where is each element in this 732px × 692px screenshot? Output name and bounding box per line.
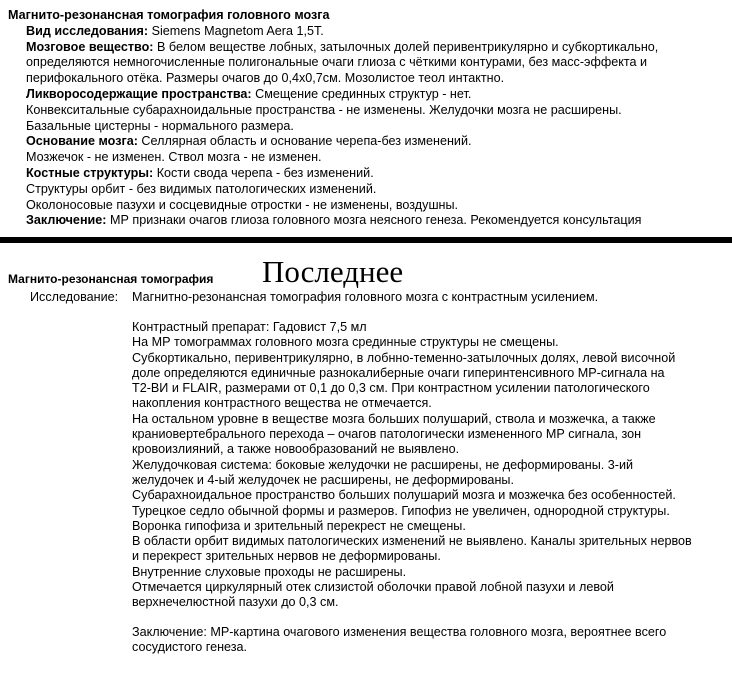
section-text: Базальные цистерны - нормального размера. [26,118,294,133]
last-report-stamp: Последнее [262,254,404,289]
section-text: В белом веществе лобных, затылочных долей перивентрикулярно и субкортикально, [153,39,659,54]
exam-value: Магнитно-резонансная томография головного мозга с контрастным усилением. [132,290,599,304]
report-2-line: верхнечелюстной пазухи до 0,3 см. [132,595,339,610]
report-2-line: Субарахноидальное пространство больших полушарий мозга и мозжечка без особенностей. [132,488,676,503]
section-text: Мозжечок - не изменен. Ствол мозга - не изменен. [26,150,322,165]
section-text: Селлярная область и основание черепа-без изменений. [137,134,472,149]
report-2-line: сосудистого генеза. [132,639,248,654]
report-2-line: Контрастный препарат: Гадовист 7,5 мл [132,320,367,334]
section-text: Структуры орбит - без видимых патологических изменений. [26,181,377,196]
section-text: Кости свода черепа - без изменений. [153,165,374,180]
report-2-line: Внутренние слуховые проходы не расширены. [132,564,407,579]
report-1-line [8,213,728,229]
report-1-line [8,134,728,150]
section-text: определяются немногочисленные полигональные очаги глиоза с чёткими контурами, без масс-эффекта и [26,55,648,70]
section-text: Смещение срединных структур - нет. [251,86,472,101]
report-2-line: На МР томограммах головного мозга срединные структуры не смещены. [132,335,559,350]
section-text: Siemens Magnetom Aera 1,5Т. [148,23,324,38]
report-2-line: Отмечается циркулярный отек слизистой оболочки правой лобной пазухи и левой [132,580,614,595]
report-2-line: Воронка гипофиза и зрительный перекрест не смещены. [132,518,466,533]
section-label: Ликворосодержащие пространства: [26,86,252,101]
report-2-line: кровоизлияний, а также новообразований не выявлено. [132,442,460,457]
report-1-title: Магнито-резонансная томография головного мозга [8,8,330,22]
report-2-line: Желудочковая система: боковые желудочки не расширены, не деформированы. 3-ий [132,457,634,472]
exam-label: Исследование: [30,290,119,304]
report-2-line: В области орбит видимых патологических изменений не выявлено. Каналы зрительных нервов [132,534,692,549]
report-2-body [132,320,727,655]
report-1-line [8,182,728,198]
section-text: Конвекситальные субарахноидальные пространства - не изменены. Желудочки мозга не расширены. [26,102,622,117]
report-1-line [8,166,728,182]
report-2-title: Магнито-резонансная томография [8,272,214,286]
section-label: Мозговое вещество: [26,39,154,54]
report-1-body [8,24,728,229]
report-2-line: краниовертебрального перехода – очагов патологически измененного МР сигнала, зон [132,427,642,442]
report-2-line: Заключение: МР-картина очагового изменения вещества головного мозга, вероятнее всего [132,624,667,639]
report-2-line: и перекрест зрительных нервов не деформированы. [132,549,441,564]
report-1-line [8,198,728,214]
report-1-line [8,55,728,71]
report-2-line: Субкортикально, перивентрикулярно, в лобнно-теменно-затылочных долях, левой височной [132,350,676,365]
blank-line [132,611,727,625]
section-divider [0,237,732,243]
section-label: Заключение: [26,213,107,228]
report-1-line [8,150,728,166]
section-label: Вид исследования: [26,23,149,38]
section-text: МР признаки очагов глиоза головного мозга неясного генеза. Рекомендуется консультация [106,213,642,228]
report-1-line [8,40,728,56]
report-1-line [8,87,728,103]
section-label: Костные структуры: [26,165,154,180]
section-text: Околоносовые пазухи и сосцевидные отростки - не изменены, воздушны. [26,197,459,212]
report-2-line: доле определяются единичные разнокалиберные очаги гиперинтенсивного МР-сигнала на [132,365,665,380]
report-1-line [8,71,728,87]
report-2-line: На остальном уровне в веществе мозга больших полушарий, ствола и мозжечка, а также [132,411,656,426]
section-label: Основание мозга: [26,134,138,149]
report-2-line: желудочек и 4-ый желудочек не расширены, не деформированы. [132,472,514,487]
report-2-line: Турецкое седло обычной формы и размеров. Гипофиз не увеличен, однородной структуры. [132,503,670,518]
section-text: перифокального отёка. Размеры очагов до 0,4х0,7см. Мозолистое теол интактно. [26,71,505,86]
report-1-line [8,119,728,135]
report-1-line [8,24,728,40]
report-2-line: накопления контрастного вещества не отмечается. [132,396,432,411]
report-1-line [8,103,728,119]
report-2-line: Т2-ВИ и FLAIR, размерами от 0,1 до 0,3 см. При контрастном усилении патологического [132,381,650,396]
report-1 [8,8,728,229]
